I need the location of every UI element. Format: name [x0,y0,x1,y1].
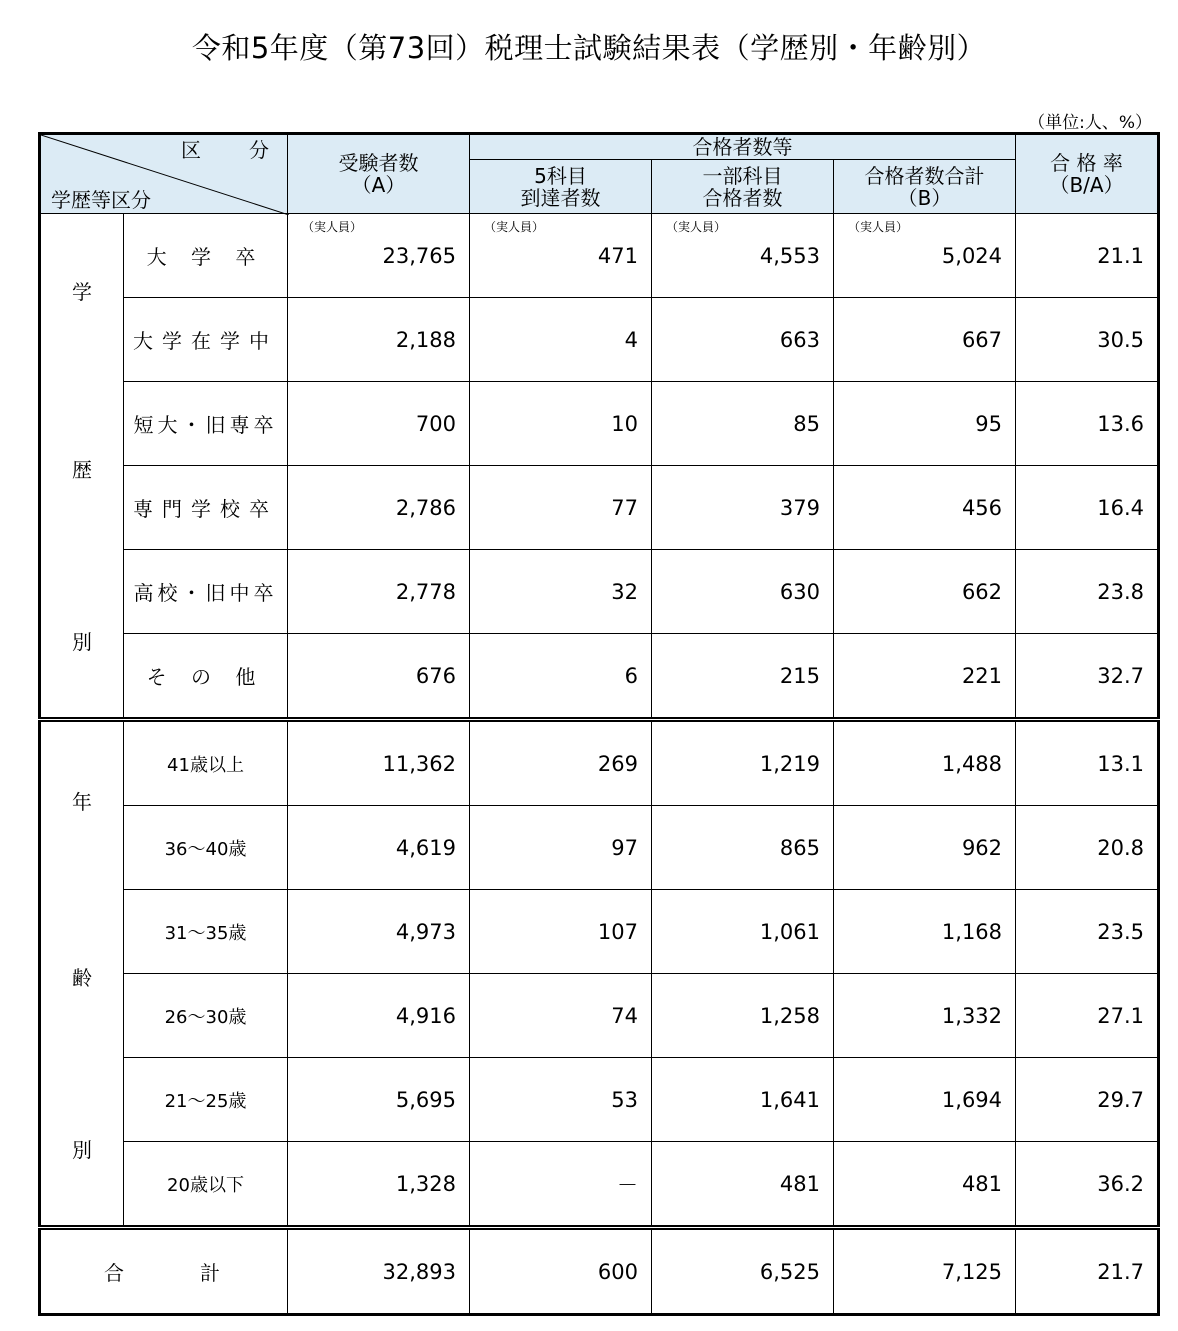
rate-cell: 23.5 [1016,890,1159,974]
total-passers-cell: 1,488 [834,720,1016,806]
examinees-cell: 2,786 [288,466,470,550]
rate-cell: 13.6 [1016,382,1159,466]
rate-cell: 13.1 [1016,720,1159,806]
jitsu-note: （実人員） [848,220,909,234]
five-subjects-cell: － [470,1142,652,1228]
five-subjects-cell: 4 [470,298,652,382]
page-title: 令和5年度（第73回）税理士試験結果表（学歴別・年齢別） [191,31,987,65]
total-label: 合 計 [40,1228,288,1315]
rate-cell: 32.7 [1016,634,1159,720]
row-label: 大 学 卒 [124,214,288,298]
total-passers-cell: 1,332 [834,974,1016,1058]
rate-cell: 23.8 [1016,550,1159,634]
header-rate: 合 格 率 （B/A） [1016,134,1159,214]
row-label: 26～30歳 [124,974,288,1058]
examinees-cell: 4,973 [288,890,470,974]
total-row [40,1228,1159,1315]
row-label: そ の 他 [124,634,288,720]
table-row [40,806,1159,890]
header-gakureki-kubun: 学歴等区分 [51,188,151,212]
examinees-cell: 11,362 [288,720,470,806]
table-row [40,298,1159,382]
five-subjects-cell: 600 [470,1228,652,1315]
rate-cell: 27.1 [1016,974,1159,1058]
partial-cell: 1,061 [652,890,834,974]
row-label: 21～25歳 [124,1058,288,1142]
partial-cell: 1,258 [652,974,834,1058]
total-passers-cell: 962 [834,806,1016,890]
rate-cell: 36.2 [1016,1142,1159,1228]
table-row [40,1142,1159,1228]
partial-cell: 6,525 [652,1228,834,1315]
table-row [40,466,1159,550]
five-subjects-cell: 107 [470,890,652,974]
jitsu-note: （実人員） [666,220,727,234]
total-passers-cell: 1,168 [834,890,1016,974]
row-label: 高校・旧中卒 [124,550,288,634]
examinees-cell: 2,188 [288,298,470,382]
examinees-cell: 32,893 [288,1228,470,1315]
unit-note: （単位:人、%） [1028,113,1152,133]
examinees-cell: 5,695 [288,1058,470,1142]
five-subjects-cell: 10 [470,382,652,466]
row-label: 大学在学中 [124,298,288,382]
rate-cell: 16.4 [1016,466,1159,550]
total-passers-cell: 667 [834,298,1016,382]
row-label: 専門学校卒 [124,466,288,550]
partial-cell: （実人員） 4,553 [652,214,834,298]
header-examinees: 受験者数 （A） [288,134,470,214]
partial-cell: 865 [652,806,834,890]
table-row [40,974,1159,1058]
table-row [40,634,1159,720]
header-total-passers: 合格者数合計 （B） [834,160,1016,214]
examinees-cell: 4,916 [288,974,470,1058]
examinees-cell: （実人員） 23,765 [288,214,470,298]
age-group-label: 年 齢 別 [40,720,124,1228]
table-row [40,890,1159,974]
five-subjects-cell: 6 [470,634,652,720]
total-passers-cell: （実人員） 5,024 [834,214,1016,298]
examinees-cell: 676 [288,634,470,720]
table-row [40,550,1159,634]
five-subjects-cell: （実人員） 471 [470,214,652,298]
header-five-subjects: 5科目 到達者数 [470,160,652,214]
table-row [40,214,1159,298]
results-table [38,132,1160,1316]
header-kubun: 区 分 [181,138,283,162]
examinees-cell: 1,328 [288,1142,470,1228]
five-subjects-cell: 32 [470,550,652,634]
total-passers-cell: 662 [834,550,1016,634]
total-passers-cell: 456 [834,466,1016,550]
rate-cell: 30.5 [1016,298,1159,382]
header-kubun-cell [40,134,288,214]
header-passers-group: 合格者数等 [470,134,1016,160]
row-label: 31～35歳 [124,890,288,974]
total-passers-cell: 95 [834,382,1016,466]
table-row [40,720,1159,806]
partial-cell: 1,219 [652,720,834,806]
examinees-cell: 2,778 [288,550,470,634]
rate-cell: 21.7 [1016,1228,1159,1315]
table-row [40,382,1159,466]
examinees-cell: 700 [288,382,470,466]
rate-cell: 29.7 [1016,1058,1159,1142]
five-subjects-cell: 53 [470,1058,652,1142]
partial-cell: 630 [652,550,834,634]
total-passers-cell: 481 [834,1142,1016,1228]
partial-cell: 215 [652,634,834,720]
rate-cell: 21.1 [1016,214,1159,298]
jitsu-note: （実人員） [302,220,363,234]
header-partial: 一部科目 合格者数 [652,160,834,214]
examinees-cell: 4,619 [288,806,470,890]
total-passers-cell: 221 [834,634,1016,720]
row-label: 20歳以下 [124,1142,288,1228]
rate-cell: 20.8 [1016,806,1159,890]
education-group-label: 学 歴 別 [40,214,124,720]
five-subjects-cell: 77 [470,466,652,550]
partial-cell: 481 [652,1142,834,1228]
row-label: 36～40歳 [124,806,288,890]
five-subjects-cell: 269 [470,720,652,806]
partial-cell: 85 [652,382,834,466]
jitsu-note: （実人員） [484,220,545,234]
total-passers-cell: 7,125 [834,1228,1016,1315]
partial-cell: 379 [652,466,834,550]
five-subjects-cell: 97 [470,806,652,890]
partial-cell: 663 [652,298,834,382]
row-label: 短大・旧専卒 [124,382,288,466]
partial-cell: 1,641 [652,1058,834,1142]
five-subjects-cell: 74 [470,974,652,1058]
row-label: 41歳以上 [124,720,288,806]
total-passers-cell: 1,694 [834,1058,1016,1142]
table-row [40,1058,1159,1142]
